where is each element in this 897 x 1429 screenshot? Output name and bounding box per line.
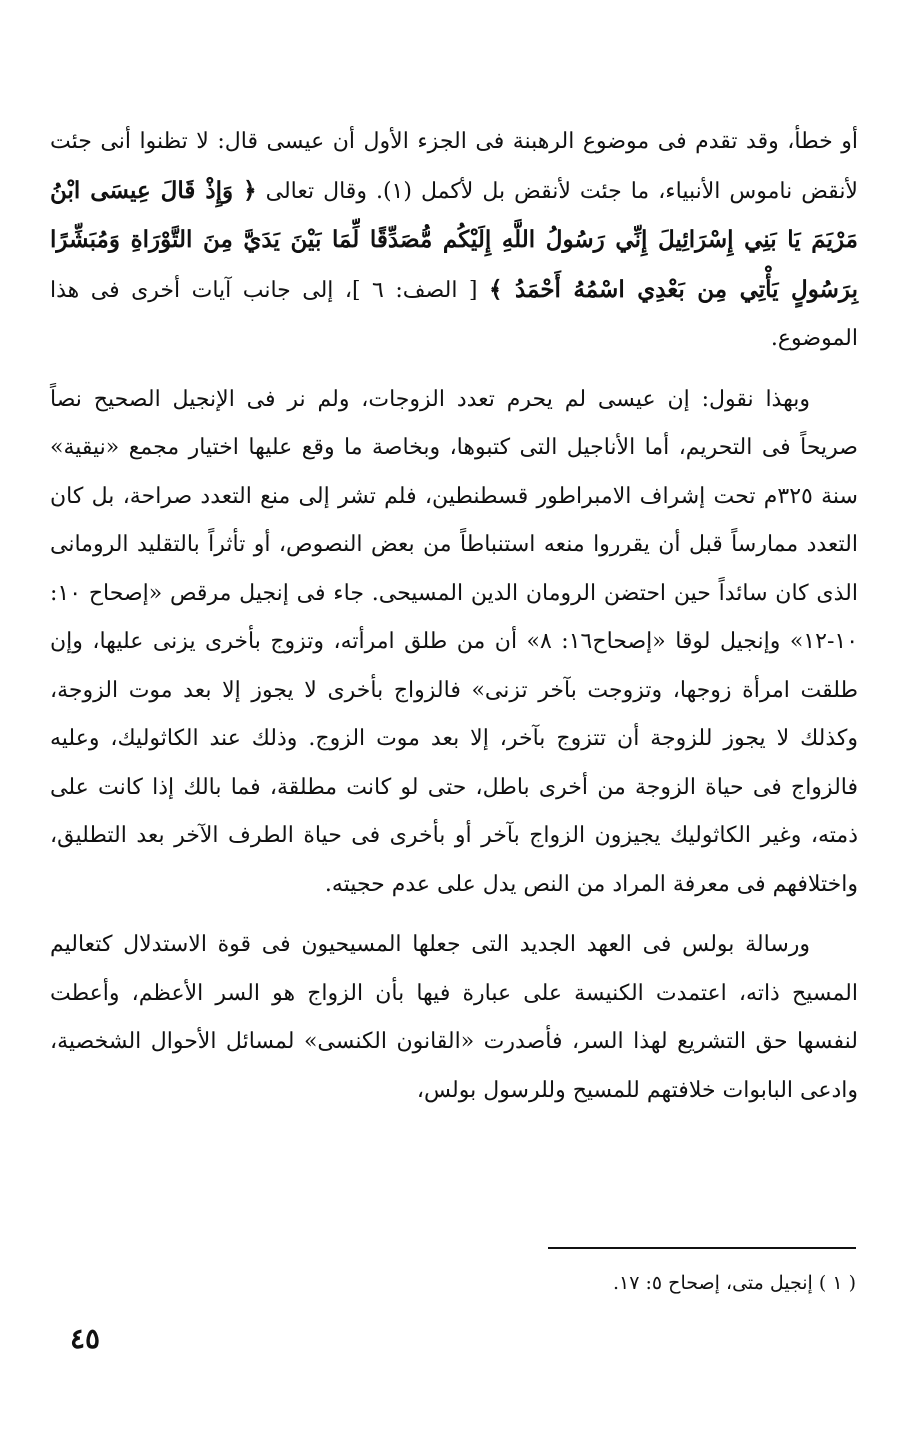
paragraph-2: وبهذا نقول: إن عيسى لم يحرم تعدد الزوجات، ولم نر فى الإنجيل الصحيح نصاً صريحاً فى التحريم، أما الأناجيل التى كتبوها، وبخاصة ما وقع عليها اختيار مجمع «نيقية» سنة ٣٢٥م تحت إشراف الامبراطور قسطنطين، فلم تشر إلى منع التعدد صراحة، بل كان التعدد ممارساً قبل أن يقرروا منعه استنباطاً من بعض النصوص، أو تأثراً بالتقليد الرومانى الذى كان سائداً حين احتضن الرومان الدين المسيحى. جاء فى إنجيل مرقص «إصحاح ١٠: ١٠-١٢» وإنجيل لوقا «إصحاح١٦: ٨» أن من طلق امرأته، وتزوج بأخرى يزنى عليها، وإن طلقت امرأة زوجها، وتزوجت بآخر تزنى» فالزواج بأخرى لا يجوز إلا بعد موت الزوجة، وكذلك لا يجوز للزوجة أن تتزوج بآخر، إلا بعد موت الزوج. وذلك عند الكاثوليك، وعليه فالزواج فى حياة الزوجة من أخرى باطل، حتى لو كانت مطلقة، فما بالك إذا كانت على ذمته، وغير الكاثوليك يجيزون الزواج بآخر أو بأخرى فى حياة الطرف الآخر بعد التطليق، واختلافهم فى معرفة المراد من النص يدل على عدم حجيته. <box>50 386 859 897</box>
paragraph-1-intro: أو خطأ، وقد تقدم فى موضوع الرهبنة فى الجزء الأول أن عيسى قال: لا تظنوا أنى جئت لأنقض ناموس الأنبياء، ما جئت لأنقض بل لأكمل (١). وقال تعالى <box>50 129 858 204</box>
paragraph-3: ورسالة بولس فى العهد الجديد التى جعلها المسيحيون فى قوة الاستدلال كتعاليم المسيح ذاته، اعتمدت الكنيسة على عبارة فيها بأن الزواج هو السر الأعظم، وأعطت لنفسها حق التشريع لهذا السر، فأصدرت «القانون الكنسى» لمسائل الأحوال الشخصية، وادعى البابوات خلافتهم للمسيح وللرسول بولس، <box>50 932 858 1103</box>
quran-verse: ﴿ وَإِذْ قَالَ عِيسَى ابْنُ مَرْيَمَ يَا بَنِي إِسْرَائِيلَ إِنِّي رَسُولُ اللَّهِ إِلَيْكُم مُّصَدِّقًا لِّمَا بَيْنَ يَدَيَّ مِنَ التَّوْرَاةِ وَمُبَشِّرًا بِرَسُولٍ يَأْتِي مِن بَعْدِي اسْمُهُ أَحْمَدُ ﴾ <box>50 176 859 303</box>
paragraph-1-citation: [ الصف: ٦ ]، إلى جانب آيات أخرى فى هذا الموضوع. <box>50 277 858 351</box>
main-text-block <box>50 118 858 1115</box>
page-number: ٤٥ <box>69 1322 101 1355</box>
footnote-divider <box>548 1247 856 1249</box>
paragraph-1 <box>50 118 858 364</box>
footnote: ( ١ ) إنجيل متى، إصحاح ٥: ١٧. <box>613 1272 856 1294</box>
